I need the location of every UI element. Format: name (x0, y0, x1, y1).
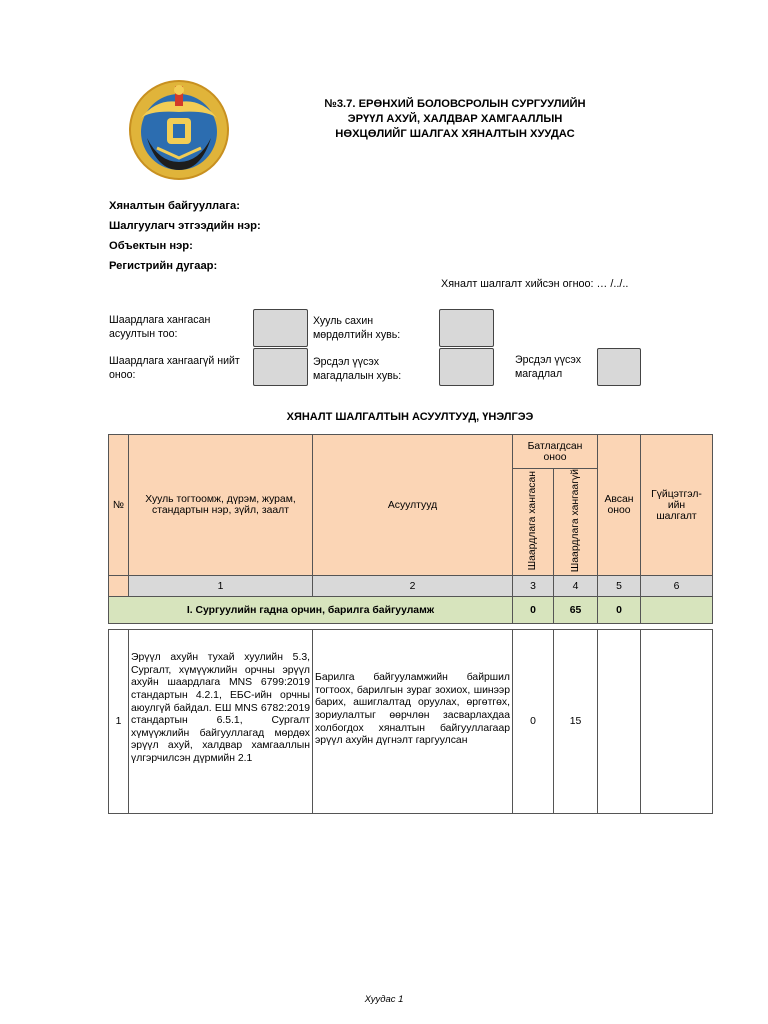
col-number-3: 3 (513, 576, 554, 597)
col-number-5: 5 (598, 576, 641, 597)
col-number-4: 4 (554, 576, 598, 597)
noncompliant-score-label: Шаардлага хангаагүй нийт оноо: (109, 355, 240, 381)
section-1-not-met: 65 (554, 597, 598, 624)
header-not-met (554, 469, 598, 576)
header-no: № (109, 435, 129, 576)
col-number-1: 1 (129, 576, 313, 597)
page-footer: Хуудас 1 (364, 994, 404, 1005)
field-reg: Регистрийн дугаар: (109, 260, 218, 272)
noncompliant-score-box[interactable] (253, 348, 308, 386)
inspection-table (108, 434, 713, 814)
compliance-pct-box[interactable] (439, 309, 494, 347)
row-1-law: Эрүүл ахуйн тухай хуулийн 5.3, Сургалт, хүмүүжлийн орчны эрүүл ахуйн шаардлага MNS 6799:2019 стандартын 4.2.1, ЕБС-ийн орчны аюулгүй байдал. ЕШ MNS 6782:2019 стандартын 6.5.1, Сургалт хүмүүжлийн байгууллагад мөрдөх эрүүл ахуй, халдвар хамгааллын үлгэрчилсэн дүрмийн 2.1 (129, 630, 313, 814)
risk-prob-pct-box[interactable] (439, 348, 494, 386)
req-count-box[interactable] (253, 309, 308, 347)
row-1-remark[interactable] (641, 630, 713, 814)
row-1-score[interactable] (598, 630, 641, 814)
row-1-question: Барилга байгууламжийн байршил тогтоох, барилгын зураг зохиох, шинээр барих, ашиглалтад оруулах, өргөтгөх, зориулалтыг өөрчлөн засварлахдаа холбогдох хяналтын байгууллагаар эрүүл ахуйн дүгнэлт гаргуулсан (313, 630, 513, 814)
risk-prob-box[interactable] (597, 348, 641, 386)
section-1-score: 0 (598, 597, 641, 624)
title-line-2: ЭРҮҮЛ АХУЙ, ХАЛДВАР ХАМГААЛЛЫН (347, 113, 563, 125)
header-law: Хууль тогтоомж, дүрэм, журам, стандартын нэр, зүйл, заалт (129, 435, 313, 576)
header-questions: Асуултууд (313, 435, 513, 576)
table-row (109, 630, 713, 814)
document-title (300, 97, 610, 142)
title-line-1: №3.7. ЕРӨНХИЙ БОЛОВСРОЛЫН СУРГУУЛИЙН (324, 98, 586, 110)
number-row-empty (109, 576, 129, 597)
row-1-not-met: 15 (554, 630, 598, 814)
emblem-logo (127, 78, 231, 182)
section-1-met: 0 (513, 597, 554, 624)
header-not-met-text: Шаардлага хангаагүй (569, 469, 581, 573)
header-confirmed: Батлагдсан оноо (513, 435, 598, 469)
risk-prob-pct-label: Эрсдэл үүсэх магадлалын хувь: (313, 356, 402, 382)
inspection-date: Хяналт шалгалт хийсэн огноо: … /../.. (441, 278, 629, 290)
risk-prob-label: Эрсдэл үүсэх магадлал (515, 354, 581, 380)
row-1-no: 1 (109, 630, 129, 814)
field-object: Объектын нэр: (109, 240, 193, 252)
req-count-label: Шаардлага хангасан асуултын тоо: (109, 314, 211, 340)
compliance-pct-label: Хууль сахин мөрдөлтийн хувь: (313, 315, 401, 341)
col-number-2: 2 (313, 576, 513, 597)
row-1-met: 0 (513, 630, 554, 814)
section-title: ХЯНАЛТ ШАЛГАЛТЫН АСУУЛТУУД, ҮНЭЛГЭЭ (286, 411, 534, 423)
title-line-3: НӨХЦӨЛИЙГ ШАЛГАХ ХЯНАЛТЫН ХУУДАС (335, 128, 575, 140)
header-score: Авсан оноо (598, 435, 641, 576)
section-1-title: I. Сургуулийн гадна орчин, барилга байгууламж (109, 597, 513, 624)
field-org: Хяналтын байгууллага: (109, 200, 240, 212)
col-number-6: 6 (641, 576, 713, 597)
header-met (513, 469, 554, 576)
field-entity: Шалгуулагч этгээдийн нэр: (109, 220, 261, 232)
header-met-text: Шаардлага хангасан (527, 470, 538, 571)
header-remark: Гүйцэтгэл-ийн шалгалт (641, 435, 713, 576)
section-1-remark (641, 597, 713, 624)
